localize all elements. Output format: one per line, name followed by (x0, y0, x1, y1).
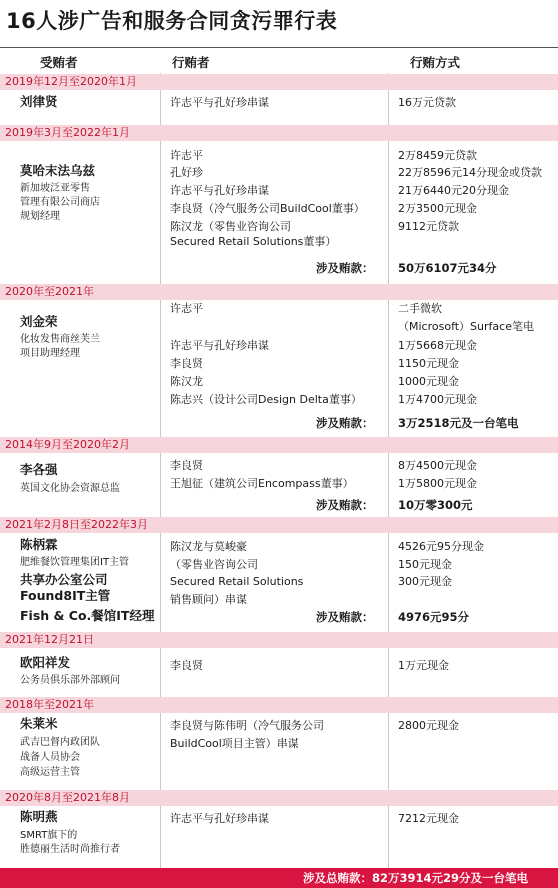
recipient-name: 共享办公室公司 (20, 572, 108, 587)
recipient-role: 高级运营主管 (20, 767, 80, 778)
briber-line: 许志平与孔好珍串谋 (170, 184, 269, 197)
briber-line: 许志平 (170, 302, 203, 315)
recipient-role: 规划经理 (20, 211, 60, 222)
recipient-name: 欧阳祥发 (20, 655, 71, 670)
briber-line: 许志平与孔好珍串谋 (170, 96, 269, 109)
period-band: 2018年至2021年 (0, 697, 558, 713)
period-band: 2019年3月至2022年1月 (0, 125, 558, 141)
recipient-name: 莫哈末法乌兹 (20, 163, 96, 178)
method-line: 300元现金 (398, 575, 452, 588)
briber-line: 王旭征（建筑公司Encompass董事） (170, 477, 354, 490)
recipient-name: 刘金荣 (20, 314, 58, 329)
total-label: 涉及贿款： (316, 610, 374, 624)
header-method: 行贿方式 (410, 55, 461, 70)
method-line: 1万5800元现金 (398, 477, 477, 490)
total-label: 涉及贿款： (316, 416, 374, 430)
period-band: 2014年9月至2020年2月 (0, 437, 558, 453)
recipient-name: 陈明燕 (20, 809, 58, 824)
period-band: 2019年12月至2020年1月 (0, 74, 558, 90)
method-line: 2800元现金 (398, 719, 459, 732)
recipient-role: 英国文化协会资源总监 (20, 483, 120, 494)
method-line: 1万5668元现金 (398, 339, 477, 352)
method-line: 8万4500元现金 (398, 459, 477, 472)
period-band: 2021年2月8日至2022年3月 (0, 517, 558, 533)
briber-line: 陈汉龙 (170, 375, 203, 388)
briber-line: （零售业咨询公司 (170, 558, 258, 571)
method-line: 2万3500元现金 (398, 202, 477, 215)
method-line: 7212元现金 (398, 812, 459, 825)
recipient-role: 项目助理经理 (20, 348, 80, 359)
briber-line: BuildCool项目主管）串谋 (170, 737, 299, 750)
method-line: 4526元95分现金 (398, 540, 484, 553)
recipient-role: 新加坡泛亚零售 (20, 183, 90, 194)
recipient-role: 公务员俱乐部外部顾问 (20, 675, 120, 686)
briber-line: 李良贤 (170, 459, 203, 472)
recipient-role: 胜德丽生活时尚推行者 (20, 844, 120, 855)
total-amount: 3万2518元及一台笔电 (398, 416, 519, 430)
briber-line: 李良贤（冷气服务公司BuildCool董事） (170, 202, 365, 215)
method-line: （Microsoft）Surface笔电 (398, 320, 534, 333)
method-line: 22万8596元14分现金或贷款 (398, 166, 542, 179)
briber-line: Secured Retail Solutions董事） (170, 235, 337, 248)
recipient-role: 武吉巴督内政团队 (20, 737, 100, 748)
method-line: 1000元现金 (398, 375, 459, 388)
footer-total: 涉及总贿款：82万3914元29分及一台笔电 (0, 868, 558, 888)
total-label: 涉及贿款： (316, 498, 374, 512)
recipient-role: 化妆发售商丝芙兰 (20, 334, 100, 345)
period-band: 2020年8月至2021年8月 (0, 790, 558, 806)
briber-line: 许志平与孔好珍串谋 (170, 339, 269, 352)
briber-line: Secured Retail Solutions (170, 575, 304, 588)
method-line: 21万6440元20分现金 (398, 184, 509, 197)
briber-line: 孔好珍 (170, 166, 203, 179)
recipient-role: 管理有限公司商店 (20, 197, 100, 208)
briber-line: 销售顾问）串谋 (170, 593, 247, 606)
total-label: 涉及贿款： (316, 261, 374, 275)
briber-line: 李良贤与陈伟明（冷气服务公司 (170, 719, 324, 732)
method-line: 1万4700元现金 (398, 393, 477, 406)
method-line: 1150元现金 (398, 357, 459, 370)
column-divider (388, 73, 389, 868)
method-line: 16万元贷款 (398, 96, 456, 109)
total-amount: 50万6107元34分 (398, 261, 497, 275)
total-amount: 10万零300元 (398, 498, 473, 512)
recipient-name: 朱莱米 (20, 716, 58, 731)
table-header (0, 47, 558, 76)
briber-line: 许志平 (170, 149, 203, 162)
recipient-role: SMRT旗下的 (20, 830, 78, 841)
briber-line: 李良贤 (170, 357, 203, 370)
recipient-name: Found8IT主管 (20, 588, 111, 603)
recipient-name: Fish & Co.餐馆IT经理 (20, 608, 155, 623)
method-line: 2万8459元贷款 (398, 149, 477, 162)
recipient-role: 肥维餐饮管理集团IT主管 (20, 557, 130, 568)
briber-line: 陈汉龙与莫峻豪 (170, 540, 247, 553)
briber-line: 陈汉龙（零售业咨询公司 (170, 220, 291, 233)
total-amount: 4976元95分 (398, 610, 470, 624)
method-line: 9112元贷款 (398, 220, 459, 233)
period-band: 2021年12月21日 (0, 632, 558, 648)
period-band: 2020年至2021年 (0, 284, 558, 300)
method-line: 二手微软 (398, 302, 442, 315)
method-line: 150元现金 (398, 558, 452, 571)
header-recipient: 受贿者 (40, 55, 78, 70)
briber-line: 李良贤 (170, 659, 203, 672)
recipient-name: 刘律贤 (20, 94, 58, 109)
recipient-name: 李各强 (20, 462, 58, 477)
briber-line: 许志平与孔好珍串谋 (170, 812, 269, 825)
method-line: 1万元现金 (398, 659, 449, 672)
column-divider (160, 73, 161, 868)
recipient-role: 战备人员协会 (20, 752, 80, 763)
briber-line: 陈志兴（设计公司Design Delta董事） (170, 393, 362, 406)
recipient-name: 陈柄霖 (20, 537, 58, 552)
page-title: 16人涉广告和服务合同贪污罪行表 (6, 9, 338, 33)
header-briber: 行贿者 (172, 55, 210, 70)
